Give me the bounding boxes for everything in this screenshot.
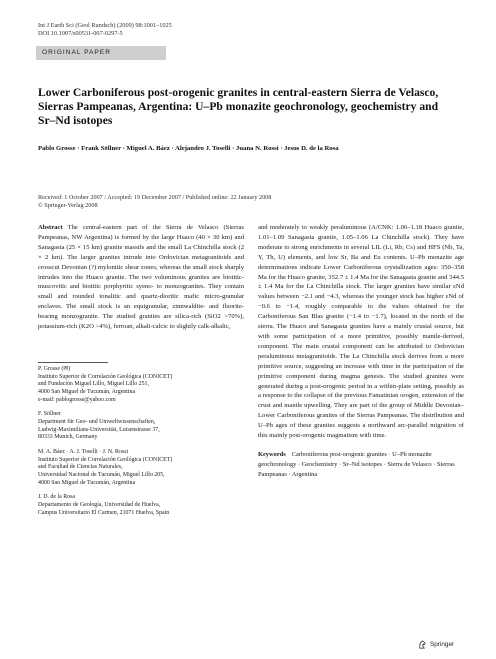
keywords <box>258 450 464 480</box>
abstract-text-right: and moderately to weakly peraluminous (A/CNK: 1.06–1.18 Huaco granite, 1.01–1.09 Sanagasta granite, 1.05–1.06 La Chinchilla stock). They have moderate to strong enrichments in several LIL (Li, Rb, Cs) and HFS (Nb, Ta, Y, Th, U) elements, and low Sr, Ba and Eu contents. U–Pb monazite age determinations indicate Lower Carboniferous crystallization ages: 350–358 Ma for the Huaco granite, 352.7 ± 1.4 Ma for the Sanagasta granite and 344.5 ± 1.4 Ma for the La Chinchilla stock. The larger granites have similar εNd values between −2.1 and −4.3, whereas the younger stock has higher εNd of −0.6 to −1.4, roughly comparable to the values obtained for the Carboniferous San Blas granite (−1.4 to −1.7), located in the north of the sierra. The Huaco and Sanagasta granites have a mainly crustal source, but with some participation of a more primitive, possibly mantle-derived, component. The main crustal component can be attributed to Ordovician peraluminous metagranitoids. The La Chinchilla stock derives from a more primitive source, suggesting an increase with time in the participation of the primitive component during magma genesis. The studied granites were generated during a post-orogenic period in a within-plate setting, possibly as a response to the collapse of the previous Famatinian orogen, extension of the crust and mantle upwelling. They are part of the group of Middle Devonian–Lower Carboniferous granites of the Sierras Pampeanas. The distribution and U–Pb ages of these granites suggests a northward arc-parallel migration of this mainly post-orogenic magmatism with time. <box>258 224 464 440</box>
publisher-name: Springer <box>430 641 455 648</box>
footnote-divider <box>38 362 108 363</box>
journal-citation <box>38 22 172 39</box>
affiliation-line: and Facultad de Ciencias Naturales, <box>38 464 123 471</box>
publication-dates <box>38 194 271 211</box>
affiliation-4 <box>38 494 244 517</box>
date-history: Received: 1 October 2007 / Accepted: 19 December 2007 / Published online: 22 January 2008 <box>38 194 272 201</box>
affiliation-line: Instituto Superior de Correlación Geológica (CONICET) <box>38 456 173 463</box>
affiliation-line: 80333 Munich, Germany <box>38 434 98 441</box>
doi: DOI 10.1007/s00531-007-0297-5 <box>38 30 123 38</box>
affiliation-name: F. Söllner <box>38 411 61 418</box>
affiliation-2 <box>38 411 244 442</box>
abstract-heading: Abstract <box>38 224 63 231</box>
affiliation-1 <box>38 366 244 404</box>
abstract-paragraph-left <box>38 223 244 332</box>
article-type-banner <box>36 46 166 60</box>
copyright: © Springer-Verlag 2008 <box>38 202 98 210</box>
affiliation-name: J. D. de la Rosa <box>38 494 75 501</box>
affiliation-3 <box>38 449 244 487</box>
affiliation-line: Instituto Superior de Correlación Geológica (CONICET) <box>38 373 173 380</box>
affiliation-line: 4000 San Miguel de Tucumán, Argentina <box>38 479 136 486</box>
affiliation-line: 4000 San Miguel de Tucumán, Argentina <box>38 388 136 395</box>
affiliation-line: Universidad Nacional de Tucumán, Miguel Lillo 205, <box>38 471 165 478</box>
article-type-label: ORIGINAL PAPER <box>42 49 111 56</box>
keywords-heading: Keywords <box>258 450 286 458</box>
paper-title: Lower Carboniferous post-orogenic granites in central-eastern Sierra de Velasco, Sierras Pampeanas, Argentina: U–Pb monazite geochronology, geochemistry and Sr–Nd isotopes <box>38 86 439 127</box>
abstract-text-left: The central-eastern part of the Sierra de Velasco (Sierras Pampeanas, NW Argentina) is formed by the large Huaco (40 × 30 km) and Sanagasta (25 × 15 km) granite massifs and the small La Chinchilla stock (2 × 2 km). The larger granites intrude into Ordovician metagranitoids and crosscut Devonian (?) mylonitic shear zones, whereas the small stock sharply intrudes into the Huaco granite. The two voluminous granites are biotitic-muscovitic and biotitic porphyritic syeno- to monzogranites. They contain small and rounded tonalitic and quartz-dioritic mafic micro-granular enclaves. The small stock is an equigranular, zinnwaldite- and fluorite-bearing monzogranite. The studied granites are silica-rich (SiO2 >70%), potassium-rich (K2O >4%), ferroan, alkali-calcic to slightly calk-alkalic, <box>38 224 244 331</box>
abstract-column-left <box>38 223 244 332</box>
keywords-text: Carboniferous post-orogenic granites · U–Pb monazite geochronology · Geochemistry · Sr–Nd isotopes · Sierra de Velasco · Sierras Pampeanas · Argentina <box>258 450 455 478</box>
journal-citation-line: Int J Earth Sci (Geol Rundsch) (2009) 98:1001–1025 <box>38 22 172 29</box>
affiliation-name: P. Grosse (✉) <box>38 366 71 372</box>
affiliation-line: Campus Universitario El Carmen, 21071 Huelva, Spain <box>38 509 170 516</box>
affiliation-line: Ludwig-Maximilians-Universität, Luisenstrasse 37, <box>38 426 160 433</box>
affiliations <box>38 366 244 524</box>
author-list: Pablo Grosse · Frank Söllner · Miguel A. Báez · Alejandro J. Toselli · Juana N. Rossi · Jesus D. de la Rosa <box>38 145 339 152</box>
publisher-mark <box>418 640 454 649</box>
affiliation-line: Department für Geo- und Umweltwissenschaften, <box>38 418 156 425</box>
affiliation-line: and Fundación Miguel Lillo, Miguel Lillo 251, <box>38 381 149 388</box>
affiliation-line: Departamento de Geología, Universidad de Huelva, <box>38 501 161 508</box>
affiliation-name: M. A. Báez · A. J. Toselli · J. N. Rossi <box>38 448 129 455</box>
abstract-column-right <box>258 223 464 480</box>
affiliation-email: e-mail: pablogrosse@yahoo.com <box>38 396 116 403</box>
springer-knight-icon <box>418 640 427 649</box>
